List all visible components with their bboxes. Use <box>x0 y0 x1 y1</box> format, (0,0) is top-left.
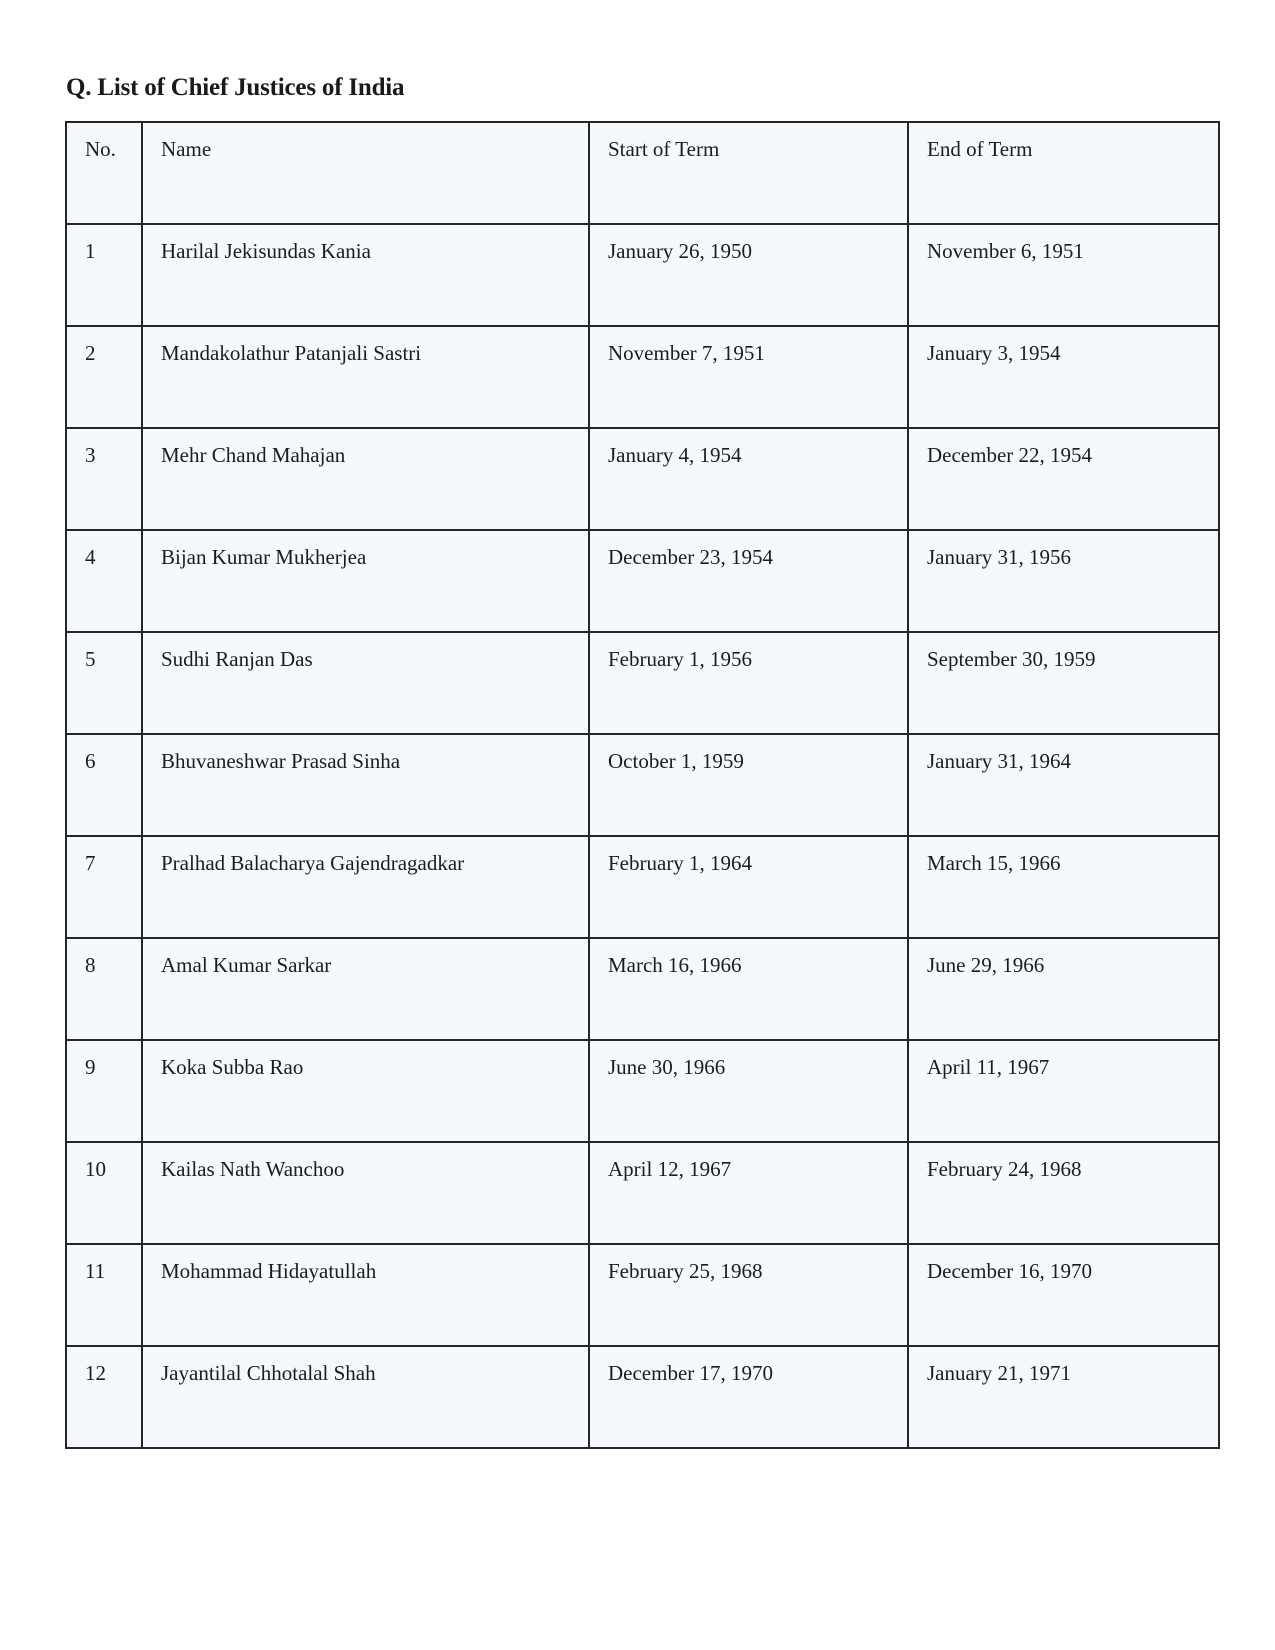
cell-no: 12 <box>66 1346 142 1448</box>
header-start-of-term: Start of Term <box>589 122 908 224</box>
cell-no: 11 <box>66 1244 142 1346</box>
cell-start-of-term: January 26, 1950 <box>589 224 908 326</box>
cell-start-of-term: January 4, 1954 <box>589 428 908 530</box>
cell-end-of-term: January 3, 1954 <box>908 326 1219 428</box>
table-row <box>66 428 1219 530</box>
cell-no: 6 <box>66 734 142 836</box>
cell-end-of-term: December 16, 1970 <box>908 1244 1219 1346</box>
cell-end-of-term: January 31, 1964 <box>908 734 1219 836</box>
cell-start-of-term: June 30, 1966 <box>589 1040 908 1142</box>
cell-no: 10 <box>66 1142 142 1244</box>
cell-start-of-term: December 17, 1970 <box>589 1346 908 1448</box>
cell-name: Amal Kumar Sarkar <box>142 938 589 1040</box>
page-title: Q. List of Chief Justices of India <box>66 74 405 101</box>
cell-no: 8 <box>66 938 142 1040</box>
cell-start-of-term: February 1, 1964 <box>589 836 908 938</box>
table-row <box>66 632 1219 734</box>
cell-no: 4 <box>66 530 142 632</box>
cell-end-of-term: April 11, 1967 <box>908 1040 1219 1142</box>
cell-end-of-term: June 29, 1966 <box>908 938 1219 1040</box>
cell-end-of-term: December 22, 1954 <box>908 428 1219 530</box>
cell-no: 9 <box>66 1040 142 1142</box>
cell-end-of-term: January 21, 1971 <box>908 1346 1219 1448</box>
cell-no: 1 <box>66 224 142 326</box>
table-header-row <box>66 122 1219 224</box>
cell-no: 3 <box>66 428 142 530</box>
header-no: No. <box>66 122 142 224</box>
cell-no: 7 <box>66 836 142 938</box>
cell-end-of-term: January 31, 1956 <box>908 530 1219 632</box>
cell-start-of-term: October 1, 1959 <box>589 734 908 836</box>
table-row <box>66 1244 1219 1346</box>
cell-end-of-term: November 6, 1951 <box>908 224 1219 326</box>
chief-justices-table <box>65 121 1220 1449</box>
cell-end-of-term: February 24, 1968 <box>908 1142 1219 1244</box>
cell-name: Bijan Kumar Mukherjea <box>142 530 589 632</box>
cell-name: Harilal Jekisundas Kania <box>142 224 589 326</box>
cell-name: Sudhi Ranjan Das <box>142 632 589 734</box>
table-row <box>66 1040 1219 1142</box>
cell-name: Kailas Nath Wanchoo <box>142 1142 589 1244</box>
cell-end-of-term: March 15, 1966 <box>908 836 1219 938</box>
cell-start-of-term: November 7, 1951 <box>589 326 908 428</box>
cell-name: Mehr Chand Mahajan <box>142 428 589 530</box>
cell-start-of-term: March 16, 1966 <box>589 938 908 1040</box>
table-row <box>66 224 1219 326</box>
cell-start-of-term: February 25, 1968 <box>589 1244 908 1346</box>
cell-name: Pralhad Balacharya Gajendragadkar <box>142 836 589 938</box>
header-end-of-term: End of Term <box>908 122 1219 224</box>
cell-end-of-term: September 30, 1959 <box>908 632 1219 734</box>
cell-name: Mandakolathur Patanjali Sastri <box>142 326 589 428</box>
table-row <box>66 734 1219 836</box>
cell-name: Jayantilal Chhotalal Shah <box>142 1346 589 1448</box>
cell-no: 5 <box>66 632 142 734</box>
cell-start-of-term: April 12, 1967 <box>589 1142 908 1244</box>
table-row <box>66 326 1219 428</box>
cell-name: Bhuvaneshwar Prasad Sinha <box>142 734 589 836</box>
table-row <box>66 836 1219 938</box>
table-row <box>66 1142 1219 1244</box>
table-row <box>66 1346 1219 1448</box>
cell-name: Koka Subba Rao <box>142 1040 589 1142</box>
cell-start-of-term: February 1, 1956 <box>589 632 908 734</box>
header-name: Name <box>142 122 589 224</box>
cell-no: 2 <box>66 326 142 428</box>
cell-start-of-term: December 23, 1954 <box>589 530 908 632</box>
table-row <box>66 530 1219 632</box>
table-row <box>66 938 1219 1040</box>
cell-name: Mohammad Hidayatullah <box>142 1244 589 1346</box>
